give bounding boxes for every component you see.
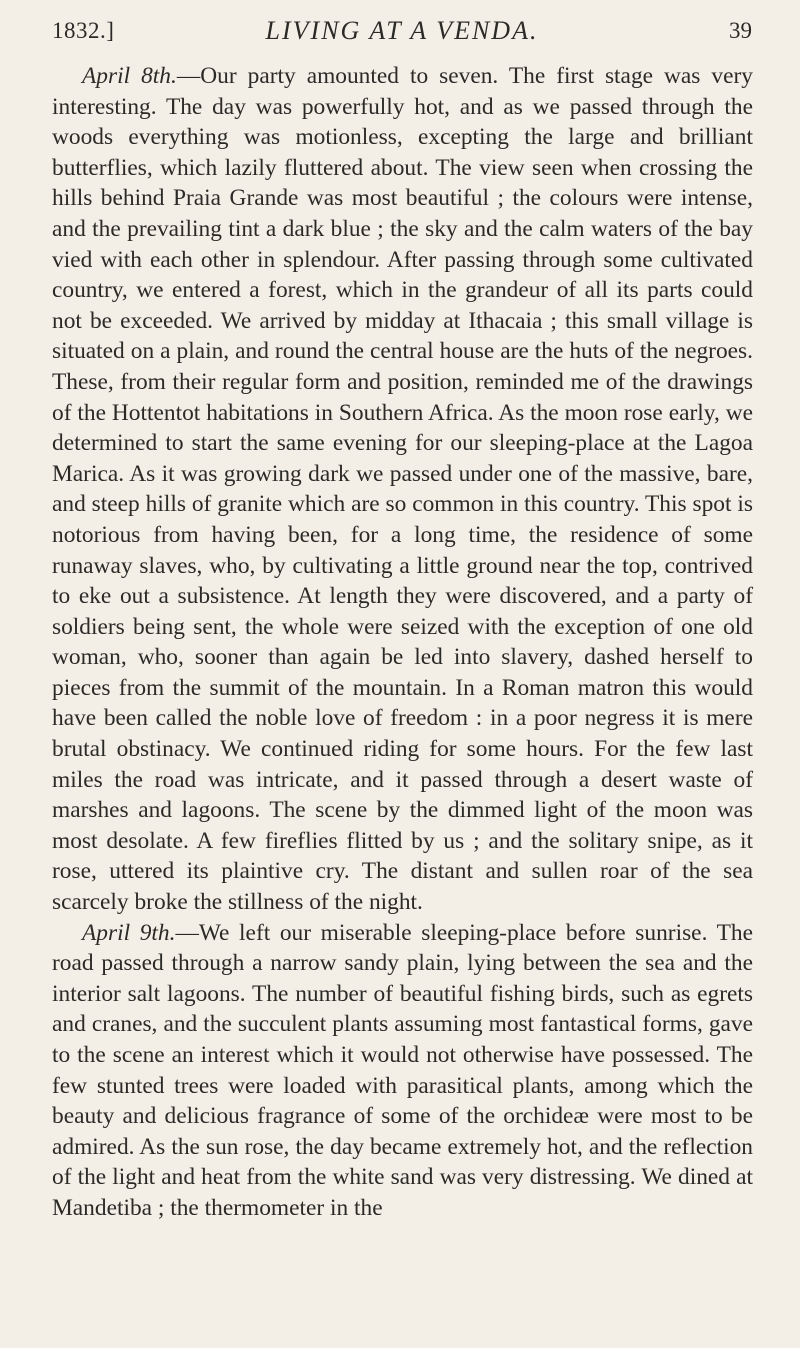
paragraph-text: —We left our miserable sleeping-place before sunrise. The road passed through a narrow sandy plain, lying between the sea and the interior salt lagoons. The number of beautiful fishing birds, such as egrets and cranes, and the succulent plants assuming most fantastical forms, gave to the scene an interest which it would not otherwise have possessed. The few stunted trees were loaded with parasitical plants, among which the beauty and delicious fragrance of some of the orchideæ were most to be admired. As the sun rose, the day became extremely hot, and the reflection of the light and heat from the white sand was very distressing. We dined at Mandetiba ; the thermometer in the (52, 919, 753, 1221)
page-number: 39 (729, 18, 752, 43)
paragraph-text: —Our party amounted to seven. The first stage was very interesting. The day was powerfully hot, and as we passed through the woods everything was motionless, excepting the large and brilliant butterflies, which lazily fluttered about. The view seen when crossing the hills behind Praia Grande was most beautiful ; the colours were intense, and the prevailing tint a dark blue ; the sky and the calm waters of the bay vied with each other in splendour. After passing through some cultivated country, we entered a forest, which in the grandeur of all its parts could not be exceeded. We arrived by midday at Ithacaia ; this small village is situated on a plain, and round the central house are the huts of the negroes. These, from their regular form and position, reminded me of the drawings of the Hottentot habitations in Southern Africa. As the moon rose early, we determined to start the same evening for our sleeping-place at the Lagoa Marica. As it was growing dark we passed under one of the massive, bare, and steep hills of granite which are so common in this country. This spot is notorious from having been, for a long time, the residence of some runaway slaves, who, by cultivating a little ground near the top, contrived to eke out a subsistence. At length they were discovered, and a party of soldiers being sent, the whole were seized with the exception of one old woman, who, sooner than again be led into slavery, dashed herself to pieces from the summit of the mountain. In a Roman matron this would have been called the noble love of freedom : in a poor negress it is mere brutal obstinacy. We continued riding for some hours. For the few last miles the road was intricate, and it passed through a desert waste of marshes and lagoons. The scene by the dimmed light of the moon was most desolate. A few fireflies flitted by us ; and the solitary snipe, as it rose, uttered its plaintive cry. The distant and sullen roar of the sea scarcely broke the stillness of the night. (52, 63, 753, 916)
header-title: LIVING AT A VENDA. (265, 16, 539, 45)
body-text (52, 61, 753, 1224)
entry-date: April 9th. (82, 919, 176, 946)
paragraph-april-8 (52, 61, 753, 918)
entry-date: April 8th. (82, 63, 177, 89)
header-year: 1832.] (52, 18, 115, 43)
paragraph-april-9 (52, 918, 753, 1224)
running-header (52, 12, 752, 52)
